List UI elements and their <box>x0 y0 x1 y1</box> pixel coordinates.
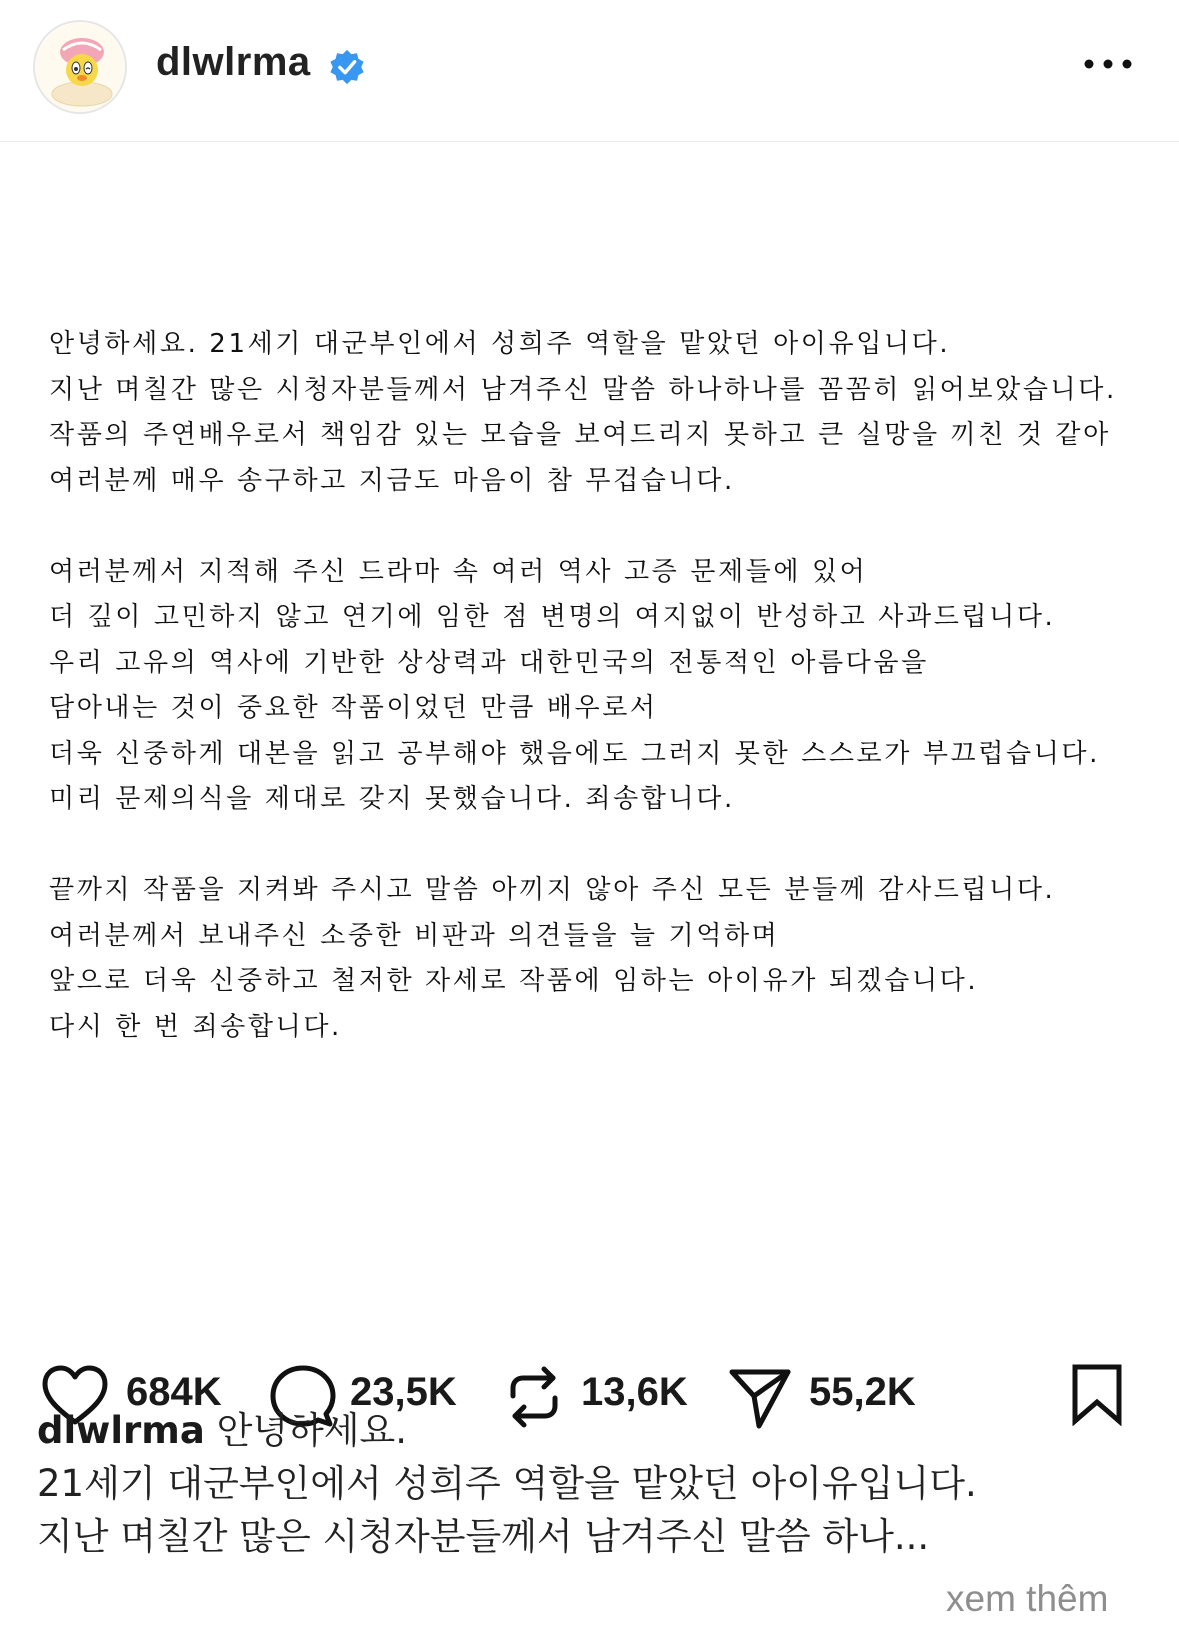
share-count: 55,2K <box>809 1370 916 1414</box>
like-count: 684K <box>126 1370 222 1414</box>
bookmark-icon[interactable] <box>1068 1362 1126 1426</box>
statement-line: 여러분께서 보내주신 소중한 비판과 의견들을 늘 기억하며 <box>49 920 780 951</box>
statement-line: 여러분께 매우 송구하고 지금도 마음이 참 무겁습니다. <box>49 465 735 496</box>
comment-count: 23,5K <box>350 1370 457 1414</box>
share-icon <box>727 1362 793 1432</box>
caption-username[interactable]: dlwlrma <box>37 1409 205 1452</box>
statement-line: 우리 고유의 역사에 기반한 상상력과 대한민국의 전통적인 아름다움을 <box>49 647 929 678</box>
post-username[interactable]: dlwlrma <box>156 40 311 84</box>
caption-line-2: 21세기 대군부인에서 성희주 역할을 맡았던 아이유입니다. <box>37 1462 977 1505</box>
post-image <box>0 143 1179 1343</box>
caption-text-1: 안녕하세요. <box>216 1409 408 1452</box>
more-horizontal-icon[interactable] <box>1082 54 1134 74</box>
statement-line: 작품의 주연배우로서 책임감 있는 모습을 보여드리지 못하고 큰 실망을 끼친 것 같아 <box>49 420 1111 450</box>
repost-count: 13,6K <box>581 1370 688 1414</box>
statement-line: 담아내는 것이 중요한 작품이었던 만큼 배우로서 <box>49 693 658 723</box>
statement-line: 다시 한 번 죄송합니다. <box>49 1011 342 1042</box>
caption-line-3: 지난 며칠간 많은 시청자분들께서 남겨주신 말씀 하나... <box>37 1515 930 1558</box>
repost-button[interactable] <box>505 1362 705 1432</box>
statement-line: 지난 며칠간 많은 시청자분들께서 남겨주신 말씀 하나하나를 꼼꼼히 읽어보았습니다. <box>49 374 1117 405</box>
statement-line: 미리 문제의식을 제대로 갖지 못했습니다. 죄송합니다. <box>49 784 735 814</box>
repost-icon <box>505 1362 563 1432</box>
statement-line: 안녕하세요. 21세기 대군부인에서 성희주 역할을 맡았던 아이유입니다. <box>49 329 951 359</box>
share-button[interactable] <box>727 1362 947 1432</box>
statement-line: 더욱 신중하게 대본을 읽고 공부해야 했음에도 그러지 못한 스스로가 부끄럽습니다. <box>49 738 1100 769</box>
verified-badge-icon <box>328 48 366 86</box>
statement-line: 여러분께서 지적해 주신 드라마 속 여러 역사 고증 문제들에 있어 <box>49 556 868 587</box>
statement-line: 더 깊이 고민하지 않고 연기에 임한 점 변명의 여지없이 반성하고 사과드립니다. <box>49 602 1056 632</box>
statement-line: 앞으로 더욱 신중하고 철저한 자세로 작품에 임하는 아이유가 되겠습니다. <box>49 966 979 996</box>
caption-line-1 <box>37 1400 407 1454</box>
avatar[interactable] <box>33 20 127 114</box>
statement-line: 끝까지 작품을 지켜봐 주시고 말씀 아끼지 않아 주신 모든 분들께 감사드립니다. <box>49 875 1056 905</box>
post-header <box>0 0 1179 142</box>
see-more-link[interactable]: xem thêm <box>946 1578 1109 1619</box>
avatar-image <box>35 22 127 114</box>
